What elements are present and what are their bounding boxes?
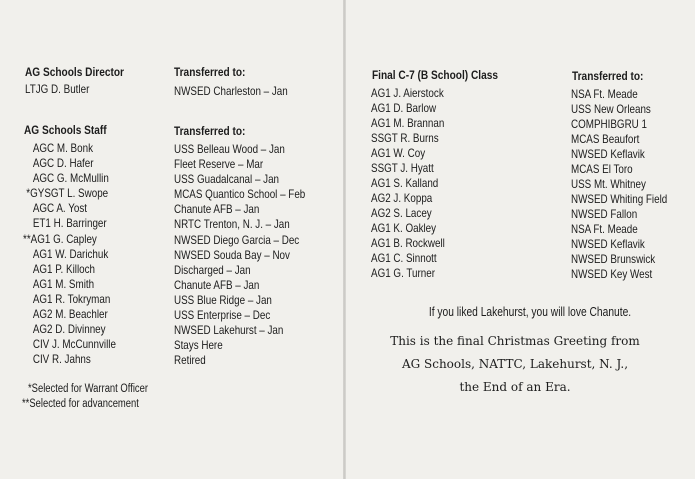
list-item: USS Belleau Wood – Jan: [174, 142, 285, 156]
list-item: Discharged – Jan: [174, 262, 251, 277]
list-item: NWSED Keflavik: [571, 147, 645, 161]
list-item: AG1 S. Kalland: [371, 176, 439, 190]
staff-heading-block: [24, 124, 118, 139]
footnote-advancement-text: **Selected for advancement: [22, 398, 139, 410]
list-item: USS Guadalcanal – Jan: [174, 172, 280, 187]
list-item: *GYSGT L. Swope: [26, 186, 109, 201]
footnote-warrant: [28, 382, 174, 397]
list-item: AGC A. Yost: [32, 201, 87, 216]
footnote-advancement: [22, 397, 165, 412]
list-item: AG1 C. Sinnott: [371, 251, 437, 265]
list-item: COMPHIBGRU 1: [571, 117, 648, 131]
list-item: ET1 H. Barringer: [32, 216, 107, 231]
list-item: NWSED Key West: [571, 267, 653, 281]
list-item: MCAS Quantico School – Feb: [174, 187, 306, 202]
list-item: Stays Here: [174, 338, 223, 353]
director-transfer-heading: Transferred to:: [174, 67, 246, 79]
director-heading: AG Schools Director: [25, 67, 124, 79]
list-item: AG2 D. Divinney: [32, 322, 106, 337]
list-item: NWSED Brunswick: [571, 252, 656, 266]
closing-line-1: This is the final Christmas Greeting from: [390, 334, 640, 348]
list-item: AG1 W. Darichuk: [32, 246, 109, 261]
list-item: NSA Ft. Meade: [571, 87, 638, 101]
list-item: Chanute AFB – Jan: [174, 277, 260, 292]
list-item: NWSED Fallon: [571, 207, 638, 221]
list-item: USS New Orleans: [571, 102, 651, 116]
staff-transfer-heading: Transferred to:: [174, 126, 246, 138]
list-item: AG1 M. Smith: [32, 276, 95, 291]
director-name: [25, 82, 103, 97]
class-destinations-list: [571, 87, 691, 282]
list-item: NWSED Souda Bay – Nov: [174, 247, 290, 262]
list-item: AG1 W. Coy: [371, 146, 426, 160]
chanute-line-text: If you liked Lakehurst, you will love Chanute.: [428, 305, 632, 319]
staff-transfer-heading-block: [174, 125, 255, 140]
staff-destinations-list: [174, 142, 339, 368]
list-item: AG2 J. Koppa: [371, 191, 433, 205]
list-item: NRTC Trenton, N. J. – Jan: [174, 217, 290, 232]
class-names-list: [371, 86, 561, 281]
class-transfer-heading: Transferred to:: [572, 71, 644, 83]
list-item: NSA Ft. Meade: [571, 222, 638, 236]
list-item: AG1 G. Turner: [371, 266, 435, 280]
list-item: AG2 S. Lacey: [371, 206, 432, 220]
list-item: AG1 R. Tokryman: [32, 291, 111, 306]
closing-message: [380, 330, 650, 399]
staff-heading: AG Schools Staff: [24, 125, 107, 137]
list-item: Retired: [174, 353, 206, 368]
closing-line-3: the End of an Era.: [459, 380, 571, 394]
list-item: AGC M. Bonk: [32, 141, 93, 155]
list-item: MCAS Beaufort: [571, 132, 640, 146]
list-item: AG1 P. Killoch: [32, 261, 96, 276]
director-heading-block: [25, 66, 137, 81]
list-item: AGC D. Hafer: [32, 156, 94, 171]
director-name-text: LTJG D. Butler: [25, 82, 90, 96]
list-item: AG1 B. Rockwell: [371, 236, 445, 250]
list-item: USS Blue Ridge – Jan: [174, 292, 272, 307]
class-heading-block: [372, 69, 515, 84]
closing-line-2: AG Schools, NATTC, Lakehurst, N. J.,: [401, 357, 629, 371]
list-item: AG1 K. Oakley: [371, 221, 437, 235]
list-item: USS Enterprise – Dec: [174, 308, 271, 323]
class-heading: Final C-7 (B School) Class: [372, 70, 498, 82]
list-item: **AG1 G. Capley: [23, 231, 97, 246]
list-item: AG1 J. Aierstock: [371, 86, 444, 100]
list-item: AG1 M. Brannan: [371, 116, 445, 130]
list-item: AGC G. McMullin: [32, 171, 109, 186]
list-item: AG1 D. Barlow: [371, 101, 437, 115]
list-item: USS Mt. Whitney: [571, 177, 646, 191]
list-item: NWSED Lakehurst – Jan: [174, 323, 284, 338]
director-dest-text: NWSED Charleston – Jan: [174, 84, 288, 98]
list-item: Fleet Reserve – Mar: [174, 157, 264, 172]
list-item: AG2 M. Beachler: [32, 307, 108, 322]
list-item: MCAS El Toro: [571, 162, 633, 176]
list-item: SSGT J. Hyatt: [371, 161, 434, 175]
staff-names-list: [23, 141, 168, 367]
list-item: NWSED Whiting Field: [571, 192, 668, 206]
list-item: NWSED Keflavik: [571, 237, 645, 251]
director-transfer-heading-block: [174, 66, 255, 81]
footnote-warrant-text: *Selected for Warrant Officer: [28, 383, 149, 395]
class-transfer-heading-block: [572, 70, 653, 85]
list-item: NWSED Diego Garcia – Dec: [174, 232, 300, 247]
list-item: SSGT R. Burns: [371, 131, 439, 145]
chanute-line: [380, 305, 680, 320]
list-item: CIV J. McCunnville: [32, 337, 116, 352]
list-item: Chanute AFB – Jan: [174, 202, 260, 217]
director-dest: [174, 84, 313, 99]
list-item: CIV R. Jahns: [32, 352, 91, 367]
